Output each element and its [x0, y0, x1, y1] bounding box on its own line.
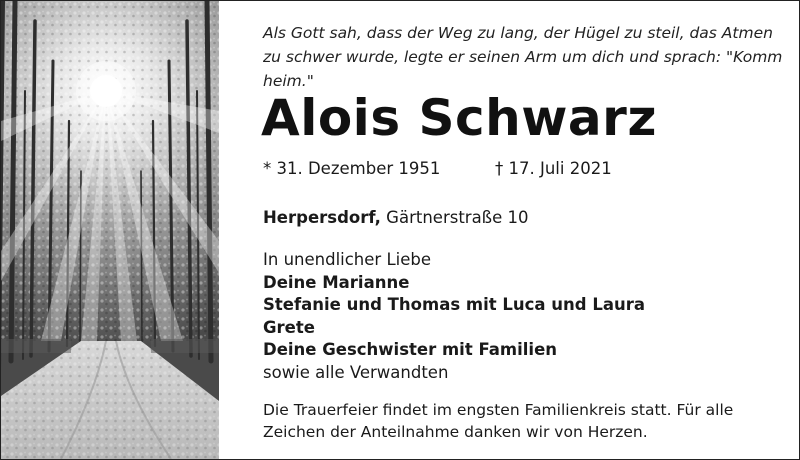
- mourner-line: In unendlicher Liebe: [263, 250, 431, 269]
- forest-path-image: [1, 1, 219, 459]
- mourner-line: sowie alle Verwandten: [263, 362, 449, 382]
- address-place: Herpersdorf,: [263, 208, 381, 227]
- mourner-line: Deine Marianne: [263, 272, 410, 292]
- address-street: Gärtnerstraße 10: [380, 208, 529, 227]
- mourner-line: Stefanie und Thomas mit Luca und Laura: [263, 295, 646, 314]
- forest-path-sunrays-icon: [1, 1, 219, 459]
- mourner-line: Deine Geschwister mit Familien: [263, 340, 558, 359]
- deceased-name: Alois Schwarz: [261, 89, 657, 147]
- death-date: † 17. Juli 2021: [495, 159, 612, 178]
- funeral-notice: Die Trauerfeier findet im engsten Familienkreis statt. Für alle Zeichen der Anteilnahme danken wir von Herzen.: [263, 401, 734, 441]
- address: [263, 208, 528, 227]
- birth-date: * 31. Dezember 1951: [263, 159, 441, 178]
- quote: Als Gott sah, dass der Weg zu lang, der Hügel zu steil, das Atmen zu schwer wurde, legte er seinen Arm um dich und sprach: "Komm heim.": [263, 24, 783, 90]
- mourners-list: [263, 249, 645, 384]
- mourner-line: Grete: [263, 317, 315, 337]
